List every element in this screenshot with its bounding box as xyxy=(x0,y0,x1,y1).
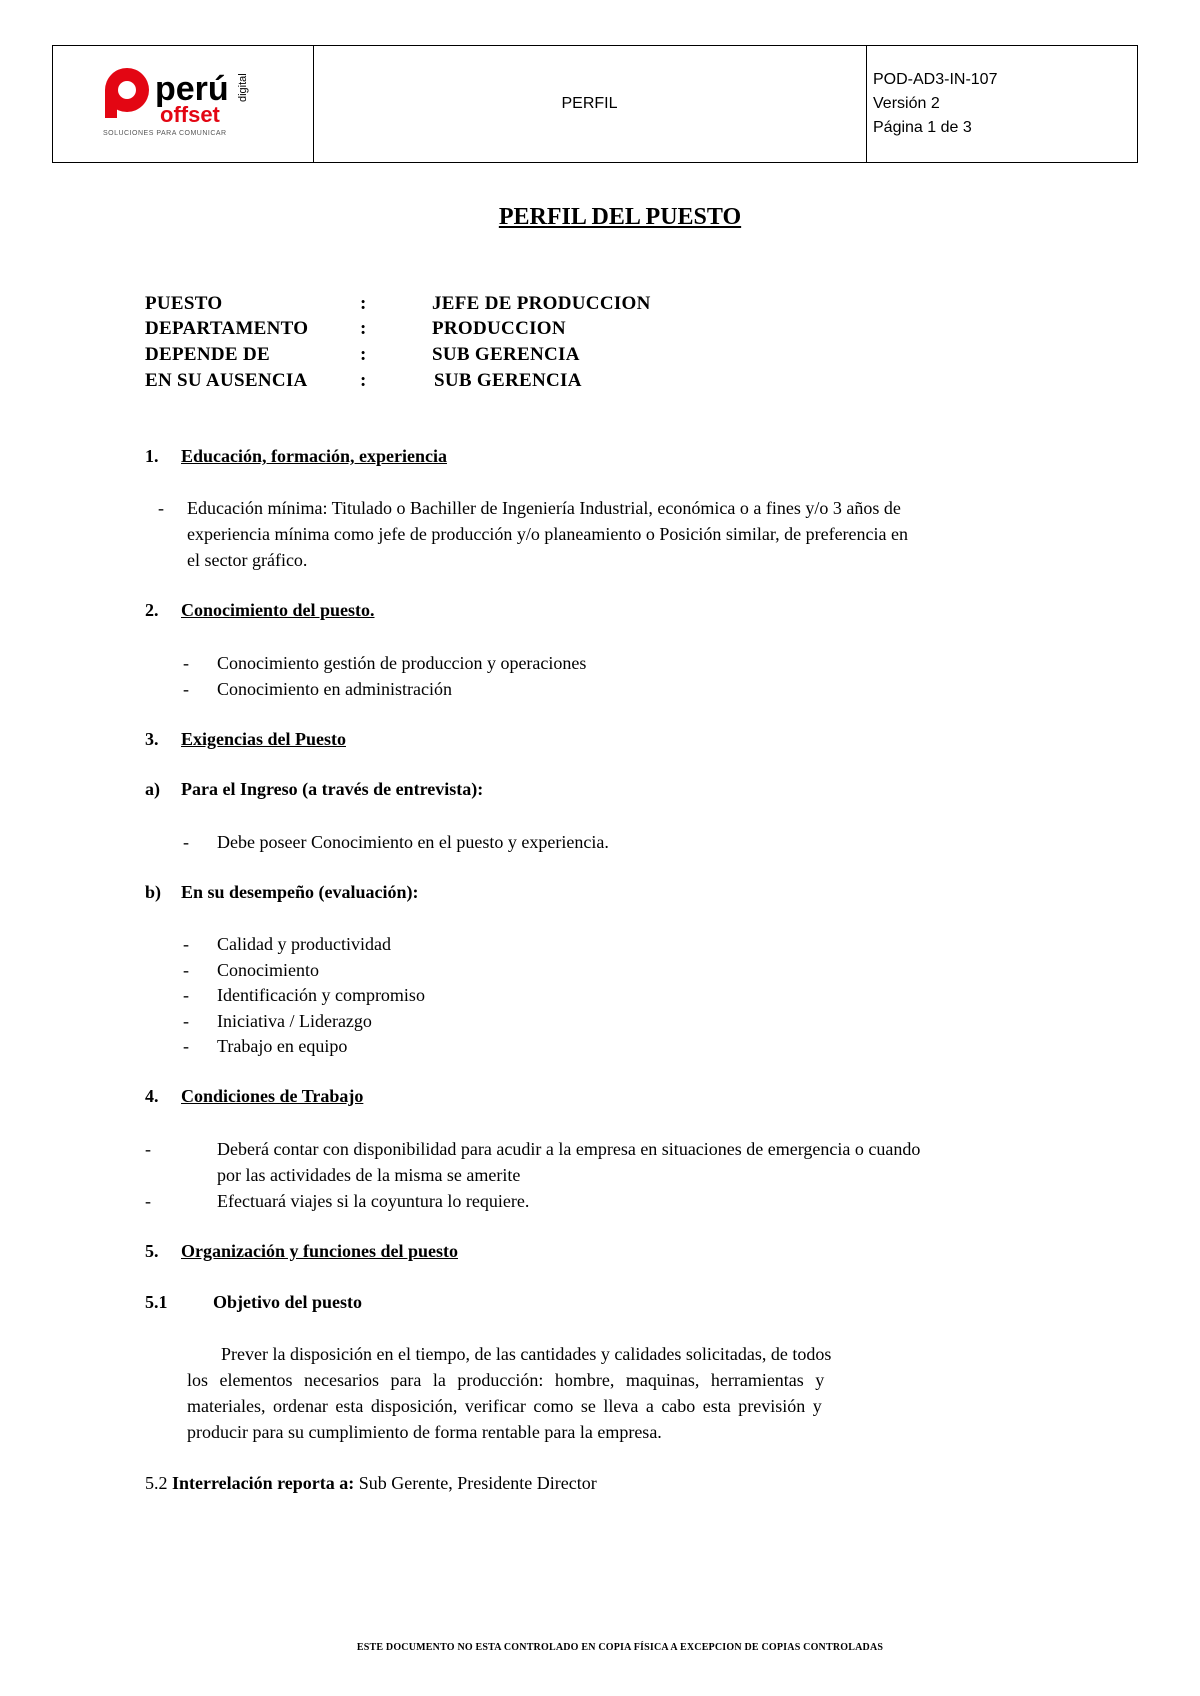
info-key: EN SU AUSENCIA xyxy=(145,370,308,391)
text-line: experiencia mínima como jefe de producción y/o planeamiento o Posición similar, de preferencia en xyxy=(187,524,909,544)
reports-to: 5.2 Interrelación reporta a: Sub Gerente, Presidente Director xyxy=(145,1473,597,1493)
info-sep: : xyxy=(360,344,367,365)
svg-text:digital: digital xyxy=(237,73,249,102)
page-title: PERFIL DEL PUESTO xyxy=(498,204,742,230)
info-key: DEPENDE DE xyxy=(145,344,270,365)
text-line: por las actividades de la misma se amerite xyxy=(217,1165,521,1185)
svg-text:offset: offset xyxy=(160,102,220,127)
subsection-heading: b) En su desempeño (evaluación): xyxy=(145,882,419,902)
logo-mark-icon xyxy=(103,60,303,130)
list-item: Calidad y productividad xyxy=(217,934,391,954)
info-value: SUB GERENCIA xyxy=(432,344,580,365)
list-item: Iniciativa / Liderazgo xyxy=(217,1011,372,1031)
info-value: SUB GERENCIA xyxy=(434,370,582,391)
list-item: Conocimiento xyxy=(217,960,319,980)
text-line: Efectuará viajes si la coyuntura lo requiere. xyxy=(217,1191,530,1211)
doc-page: Página 1 de 3 xyxy=(873,119,972,136)
info-value: JEFE DE PRODUCCION xyxy=(432,293,651,314)
info-value: PRODUCCION xyxy=(432,318,566,339)
list-item: Conocimiento en administración xyxy=(217,679,452,699)
section-heading: 2. Conocimiento del puesto. xyxy=(145,600,375,620)
svg-text:perú: perú xyxy=(155,70,229,108)
list-item: Debe poseer Conocimiento en el puesto y experiencia. xyxy=(217,832,609,852)
subsection-heading: a) Para el Ingreso (a través de entrevista): xyxy=(145,779,484,799)
header-divider xyxy=(866,46,867,162)
section-heading: 1. Educación, formación, experiencia xyxy=(145,446,447,466)
text-line: materiales, ordenar esta disposición, verificar como se lleva a cabo esta previsión y xyxy=(187,1396,822,1416)
info-key: DEPARTAMENTO xyxy=(145,318,309,339)
doc-code: POD-AD3-IN-107 xyxy=(873,71,998,88)
text-line: producir para su cumplimiento de forma rentable para la empresa. xyxy=(187,1422,662,1442)
info-sep: : xyxy=(360,370,367,391)
logo-tagline: SOLUCIONES PARA COMUNICAR xyxy=(103,130,227,137)
list-item: Trabajo en equipo xyxy=(217,1036,348,1056)
document-header xyxy=(52,45,1138,163)
info-sep: : xyxy=(360,293,367,314)
text-line: el sector gráfico. xyxy=(187,550,308,570)
doc-type: PERFIL xyxy=(561,95,618,112)
doc-version: Versión 2 xyxy=(873,95,940,112)
text-line: los elementos necesarios para la producción: hombre, maquinas, herramientas y xyxy=(187,1370,825,1390)
info-sep: : xyxy=(360,318,367,339)
doc-codes xyxy=(873,68,997,140)
subsection-heading: 5.1 Objetivo del puesto xyxy=(145,1292,363,1312)
text-line: Prever la disposición en el tiempo, de las cantidades y calidades solicitadas, de todos xyxy=(221,1344,832,1364)
info-key: PUESTO xyxy=(145,293,223,314)
page-footer: ESTE DOCUMENTO NO ESTA CONTROLADO EN COPIA FÍSICA A EXCEPCION DE COPIAS CONTROLADAS xyxy=(356,1642,884,1653)
company-logo xyxy=(103,60,303,150)
text-line: Educación mínima: Titulado o Bachiller de Ingeniería Industrial, económica o a fines y/o 3 años de xyxy=(187,498,901,518)
section-heading: 3. Exigencias del Puesto xyxy=(145,729,346,749)
list-item: Conocimiento gestión de produccion y operaciones xyxy=(217,653,587,673)
section-heading: 4. Condiciones de Trabajo xyxy=(145,1086,364,1106)
section-heading: 5. Organización y funciones del puesto xyxy=(145,1241,459,1261)
list-item: Identificación y compromiso xyxy=(217,985,425,1005)
text-line: Deberá contar con disponibilidad para acudir a la empresa en situaciones de emergencia o cuando xyxy=(217,1139,921,1159)
